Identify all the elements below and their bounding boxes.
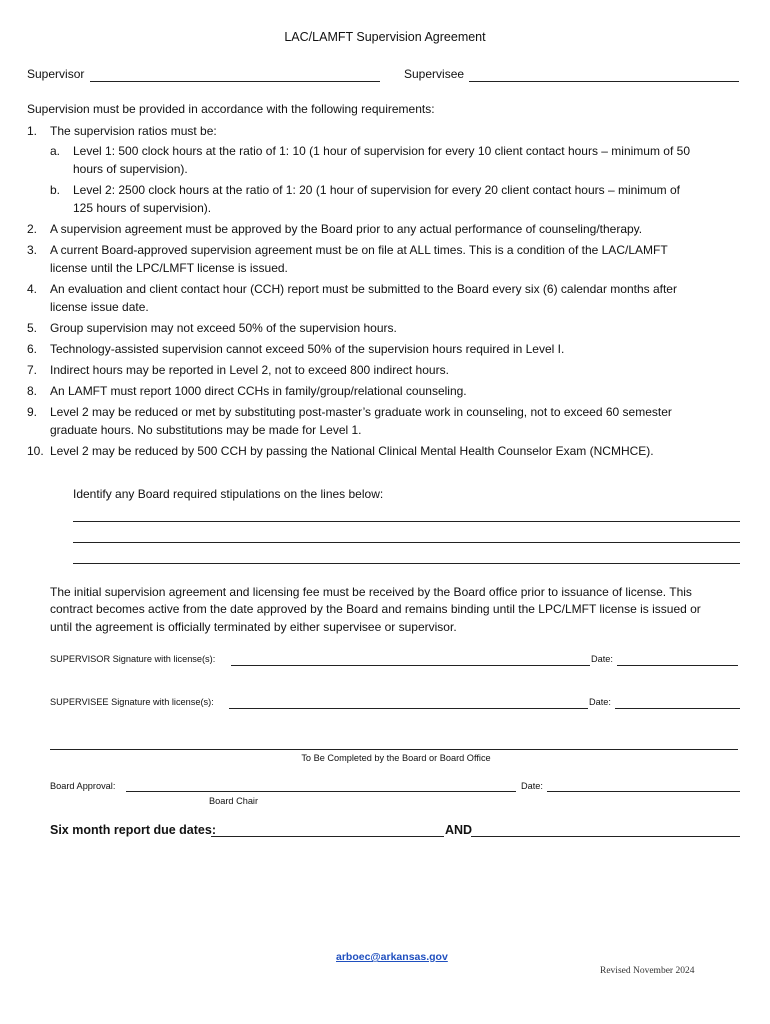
board-approval-label: Board Approval: [50, 781, 116, 791]
item-text-line: license until the LPC/LMFT license is issued. [50, 261, 288, 275]
supervisee-date-field[interactable] [615, 708, 740, 709]
item-letter: a. [50, 144, 61, 158]
board-date-label: Date: [521, 781, 543, 791]
report-and-label: AND [445, 823, 473, 837]
item-text-line: hours of supervision). [73, 162, 188, 176]
stipulation-line[interactable] [73, 521, 740, 522]
item-letter: b. [50, 183, 61, 197]
item-number: 7. [27, 363, 38, 377]
item-text-line: Level 1: 500 clock hours at the ratio of 1: 10 (1 hour of supervision for every 10 client contact hours – minimum of 50 [73, 144, 690, 158]
item-text-line: graduate hours. No substitutions may be made for Level 1. [50, 423, 362, 437]
item-text: The supervision ratios must be: [50, 124, 217, 138]
item-text: Level 2 may be reduced by 500 CCH by passing the National Clinical Mental Health Counselor Exam (NCMHCE). [50, 444, 654, 458]
board-divider-line [50, 749, 738, 750]
supervisee-label: Supervisee [404, 67, 465, 81]
item-number: 5. [27, 321, 38, 335]
supervisor-label: Supervisor [27, 67, 85, 81]
supervisor-date-field[interactable] [617, 665, 738, 666]
item-number: 6. [27, 342, 38, 356]
report-date-1-field[interactable] [211, 836, 444, 837]
item-number: 2. [27, 222, 38, 236]
item-text-line: An evaluation and client contact hour (CCH) report must be submitted to the Board every six (6) calendar months after [50, 282, 677, 296]
item-text-line: A current Board-approved supervision agreement must be on file at ALL times. This is a condition of the LAC/LAMFT [50, 243, 668, 257]
stipulations-label: Identify any Board required stipulations on the lines below: [73, 487, 384, 501]
board-approval-field[interactable] [126, 791, 516, 792]
item-text: Group supervision may not exceed 50% of the supervision hours. [50, 321, 397, 335]
item-text-line: 125 hours of supervision). [73, 201, 212, 215]
item-text-line: Level 2: 2500 clock hours at the ratio of 1: 20 (1 hour of supervision for every 20 client contact hours – minimum of [73, 183, 680, 197]
closing-paragraph-line: until the agreement is officially terminated by either supervisee or supervisor. [50, 620, 457, 634]
report-date-2-field[interactable] [471, 836, 740, 837]
item-number: 1. [27, 124, 38, 138]
supervisee-signature-label: SUPERVISEE Signature with license(s): [50, 697, 214, 707]
board-chair-label: Board Chair [209, 796, 259, 806]
supervisee-signature-field[interactable] [229, 708, 588, 709]
supervisee-date-label: Date: [589, 697, 611, 707]
item-number: 10. [27, 444, 44, 458]
closing-paragraph-line: The initial supervision agreement and licensing fee must be received by the Board office prior to issuance of license. This [50, 585, 692, 599]
stipulation-line[interactable] [73, 563, 740, 564]
closing-paragraph-line: contract becomes active from the date approved by the Board and remains binding until the LPC/LMFT license is issued or [50, 602, 701, 616]
item-text: Technology-assisted supervision cannot exceed 50% of the supervision hours required in Level I. [50, 342, 565, 356]
revised-date: Revised November 2024 [600, 966, 695, 976]
item-text-line: license issue date. [50, 300, 149, 314]
board-date-field[interactable] [547, 791, 740, 792]
document-title: LAC/LAMFT Supervision Agreement [284, 30, 486, 44]
item-text: An LAMFT must report 1000 direct CCHs in family/group/relational counseling. [50, 384, 467, 398]
item-number: 8. [27, 384, 38, 398]
board-complete-label: To Be Completed by the Board or Board Office [301, 753, 491, 763]
item-number: 9. [27, 405, 38, 419]
requirements-intro: Supervision must be provided in accordance with the following requirements: [27, 102, 435, 116]
item-number: 3. [27, 243, 38, 257]
contact-email-link[interactable]: arboec@arkansas.gov [336, 951, 448, 963]
supervisor-date-label: Date: [591, 654, 613, 664]
supervisor-signature-field[interactable] [231, 665, 590, 666]
item-text-line: Level 2 may be reduced or met by substituting post-master’s graduate work in counseling, not to exceed 60 semester [50, 405, 672, 419]
supervisor-signature-label: SUPERVISOR Signature with license(s): [50, 654, 216, 664]
item-text: Indirect hours may be reported in Level 2, not to exceed 800 indirect hours. [50, 363, 449, 377]
report-dates-label: Six month report due dates: [50, 823, 216, 837]
stipulation-line[interactable] [73, 542, 740, 543]
item-text: A supervision agreement must be approved by the Board prior to any actual performance of counseling/therapy. [50, 222, 643, 236]
supervisor-name-field[interactable] [90, 81, 380, 82]
item-number: 4. [27, 282, 38, 296]
supervisee-name-field[interactable] [469, 81, 739, 82]
